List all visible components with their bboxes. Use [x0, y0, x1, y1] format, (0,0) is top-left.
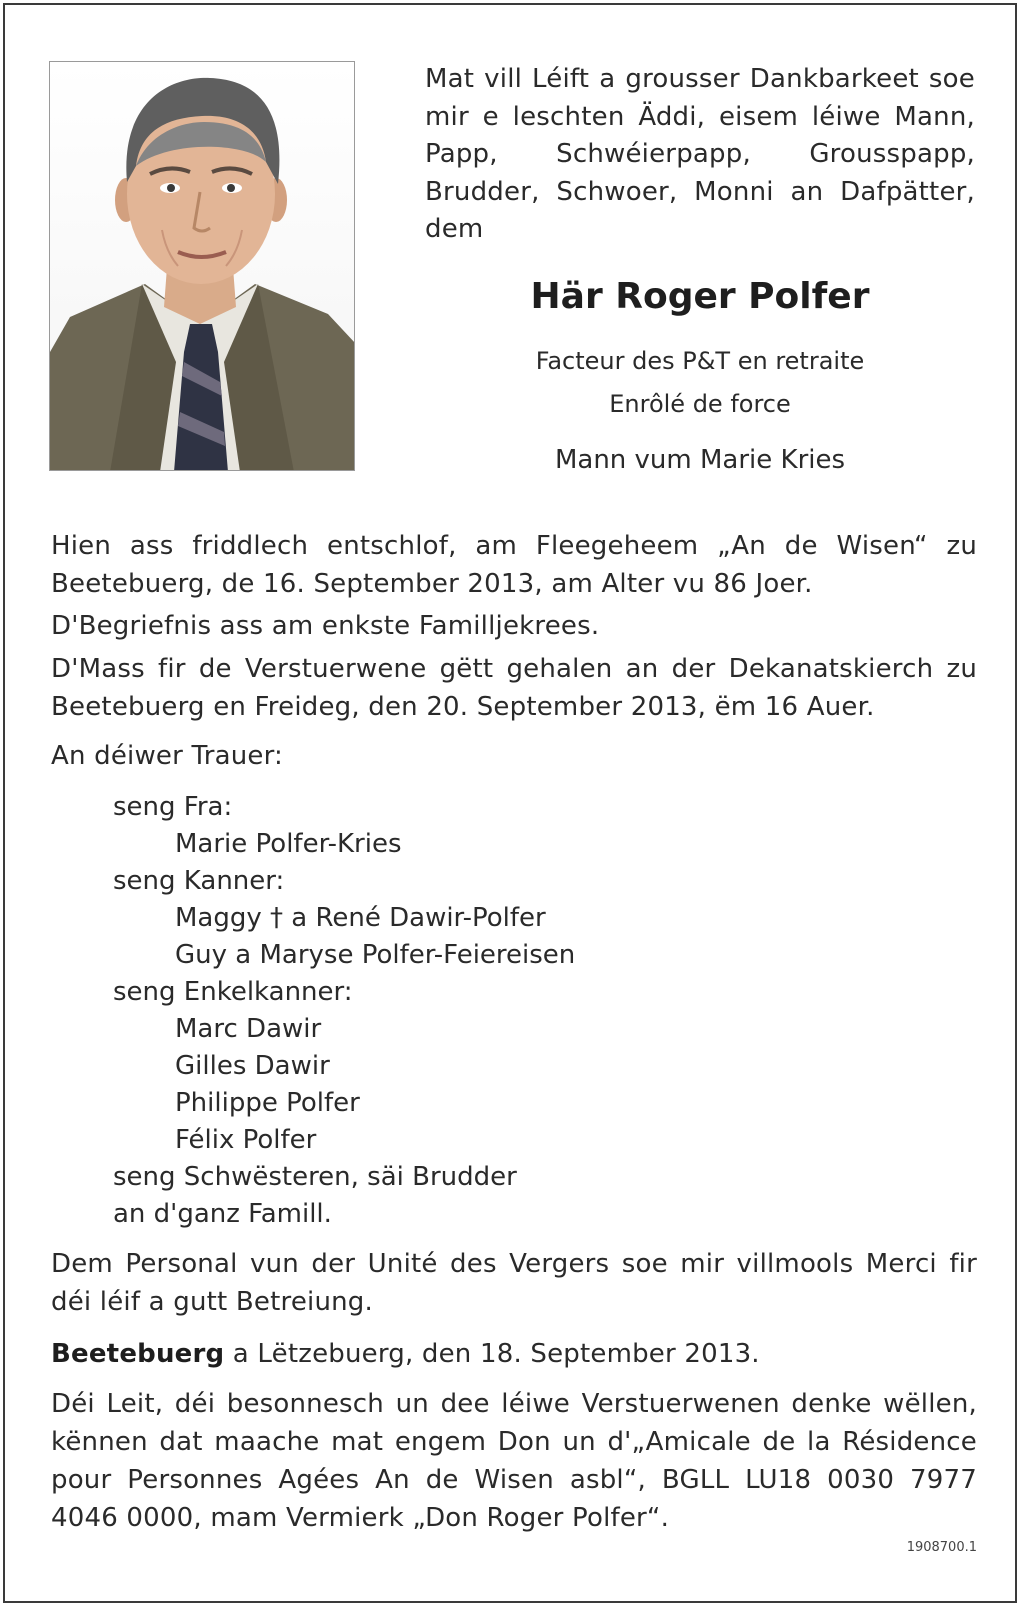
- child-item: Guy a Maryse Polfer-Feiereisen: [175, 940, 576, 970]
- deceased-profession: Facteur des P&T en retraite: [535, 347, 865, 375]
- grandchildren-label: seng Enkelkanner:: [113, 977, 353, 1007]
- wife-label: seng Fra:: [113, 792, 233, 822]
- reference-number: 1908700.1: [906, 1540, 977, 1555]
- mass-notice: D'Mass fir de Verstuerwene gëtt gehalen an der Dekanatskierch zu Beetebuerg en Freideg, den 20. September 2013, ëm 16 Auer.: [51, 654, 977, 722]
- children-label: seng Kanner:: [113, 866, 285, 896]
- portrait-photo: [49, 61, 355, 471]
- place-date: [51, 1335, 977, 1373]
- portrait-illustration: [50, 62, 355, 471]
- grandchild-item: Marc Dawir: [175, 1014, 322, 1044]
- deceased-spouse: Mann vum Marie Kries: [554, 445, 846, 475]
- donation-text: Déi Leit, déi besonnesch un dee léiwe Verstuerwenen denke wëllen, kënnen dat maache mat engem Don un d'„Amicale de la Résidence pour Personnes Agées An de Wisen asbl“, BGLL LU18 0030 7977 4046 0000, mam Vermierk „Don Roger Polfer“.: [51, 1389, 977, 1533]
- funeral-notice: D'Begriefnis ass am enkste Familljekrees.: [51, 611, 600, 641]
- grandchild-item: Gilles Dawir: [175, 1051, 330, 1081]
- deceased-name: Här Roger Polfer: [530, 276, 870, 317]
- wife-name: Marie Polfer-Kries: [175, 829, 402, 859]
- place-date-rest: a Lëtzebuerg, den 18. September 2013.: [224, 1339, 760, 1369]
- place-name: Beetebuerg: [51, 1339, 225, 1369]
- thanks-text: Dem Personal vun der Unité des Vergers soe mir villmools Merci fir déi léif a gutt Betreiung.: [51, 1249, 977, 1317]
- child-item: Maggy † a René Dawir-Polfer: [175, 903, 546, 933]
- intro-text: Mat vill Léift a grousser Dankbarkeet soe mir e leschten Äddi, eisem léiwe Mann, Papp, Schwéierpapp, Grousspapp, Brudder, Schwoer, Monni an Dafpätter, dem: [425, 64, 975, 244]
- grandchild-item: Félix Polfer: [175, 1125, 317, 1155]
- death-notice: Hien ass friddlech entschlof, am Fleegeheem „An de Wisen“ zu Beetebuerg, de 16. September 2013, am Alter vu 86 Joer.: [51, 531, 977, 599]
- siblings-line: seng Schwësteren, säi Brudder: [113, 1162, 517, 1192]
- family-line: an d'ganz Famill.: [113, 1199, 332, 1229]
- obituary-notice: [3, 3, 1017, 1603]
- grandchild-item: Philippe Polfer: [175, 1088, 360, 1118]
- deceased-status: Enrôlé de force: [609, 390, 791, 418]
- mourners-heading: An déiwer Trauer:: [51, 741, 284, 771]
